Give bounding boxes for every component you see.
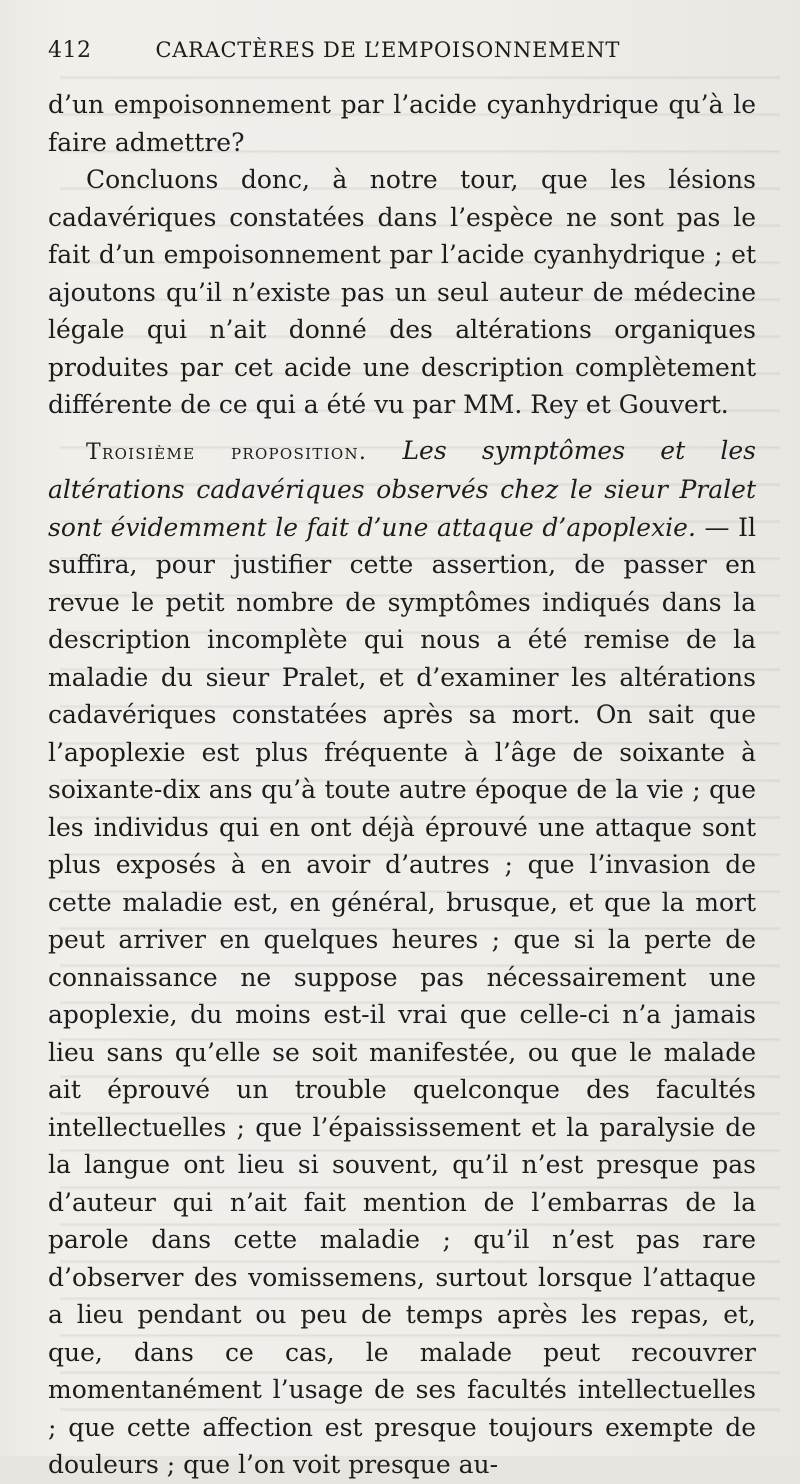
paragraph-gap xyxy=(48,424,756,432)
paragraph-2 xyxy=(48,161,756,424)
body-text xyxy=(48,86,756,1484)
page-content xyxy=(48,38,756,1484)
paragraph-3-text: — Il suffira, pour justifier cette assertion, de passer en revue le petit nombre de symptômes indiqués dans la description incomplète qui nous a été remise de la maladie du sieur Pralet, et d’examiner les altérations cadavériques constatées après sa mort. On sait que l’apoplexie est plus fréquente à l’âge de soixante à soixante-dix ans qu’à toute autre époque de la vie ; que les individus qui en ont déjà éprouvé une attaque sont plus exposés à en avoir d’autres ; que l’invasion de cette maladie est, en général, brusque, et que la mort peut arriver en quelques heures ; que si la perte de connaissance ne suppose pas nécessairement une apoplexie, du moins est-il vrai que celle-ci n’a jamais lieu sans qu’elle se soit manifestée, ou que le malade ait éprouvé un trouble quelconque des facultés intellectuelles ; que l’épaississement et la paralysie de la langue ont lieu si souvent, qu’il n’est presque pas d’auteur qui n’ait fait mention de l’embarras de la parole dans cette maladie ; qu’il n’est pas rare d’observer des vomissemens, surtout lorsque l’attaque a lieu pendant ou peu de temps après les repas, et, que, dans ce cas, le malade peut recouvrer momentanément l’usage de ses facultés intellectuelles ; que cette affection est presque toujours exempte de douleurs ; que l’on voit presque au- xyxy=(48,512,756,1479)
proposition-statement: Les symptômes et les altérations cadavériques observés chez le sieur Pralet sont évidemment le fait d’une attaque d’apoplexie. xyxy=(48,435,756,542)
paragraph-1-text: d’un empoisonnement par l’acide cyanhydrique qu’à le faire admettre? xyxy=(48,90,756,157)
paragraph-3 xyxy=(48,432,756,1484)
paragraph-2-text: Concluons donc, à notre tour, que les lésions cadavériques constatées dans l’espèce ne sont pas le fait d’un empoisonnement par l’acide cyanhydrique ; et ajoutons qu’il n’existe pas un seul auteur de médecine légale qui n’ait donné des altérations organiques produites par cet acide une description complètement différente de ce qui a été vu par MM. Rey et Gouvert. xyxy=(48,165,756,419)
page-header xyxy=(48,38,756,86)
running-title: CARACTÈRES DE L’EMPOISONNEMENT xyxy=(155,38,621,62)
page-number: 412 xyxy=(48,38,92,63)
proposition-label: Troisième proposition. xyxy=(86,439,368,465)
paragraph-1 xyxy=(48,86,756,161)
